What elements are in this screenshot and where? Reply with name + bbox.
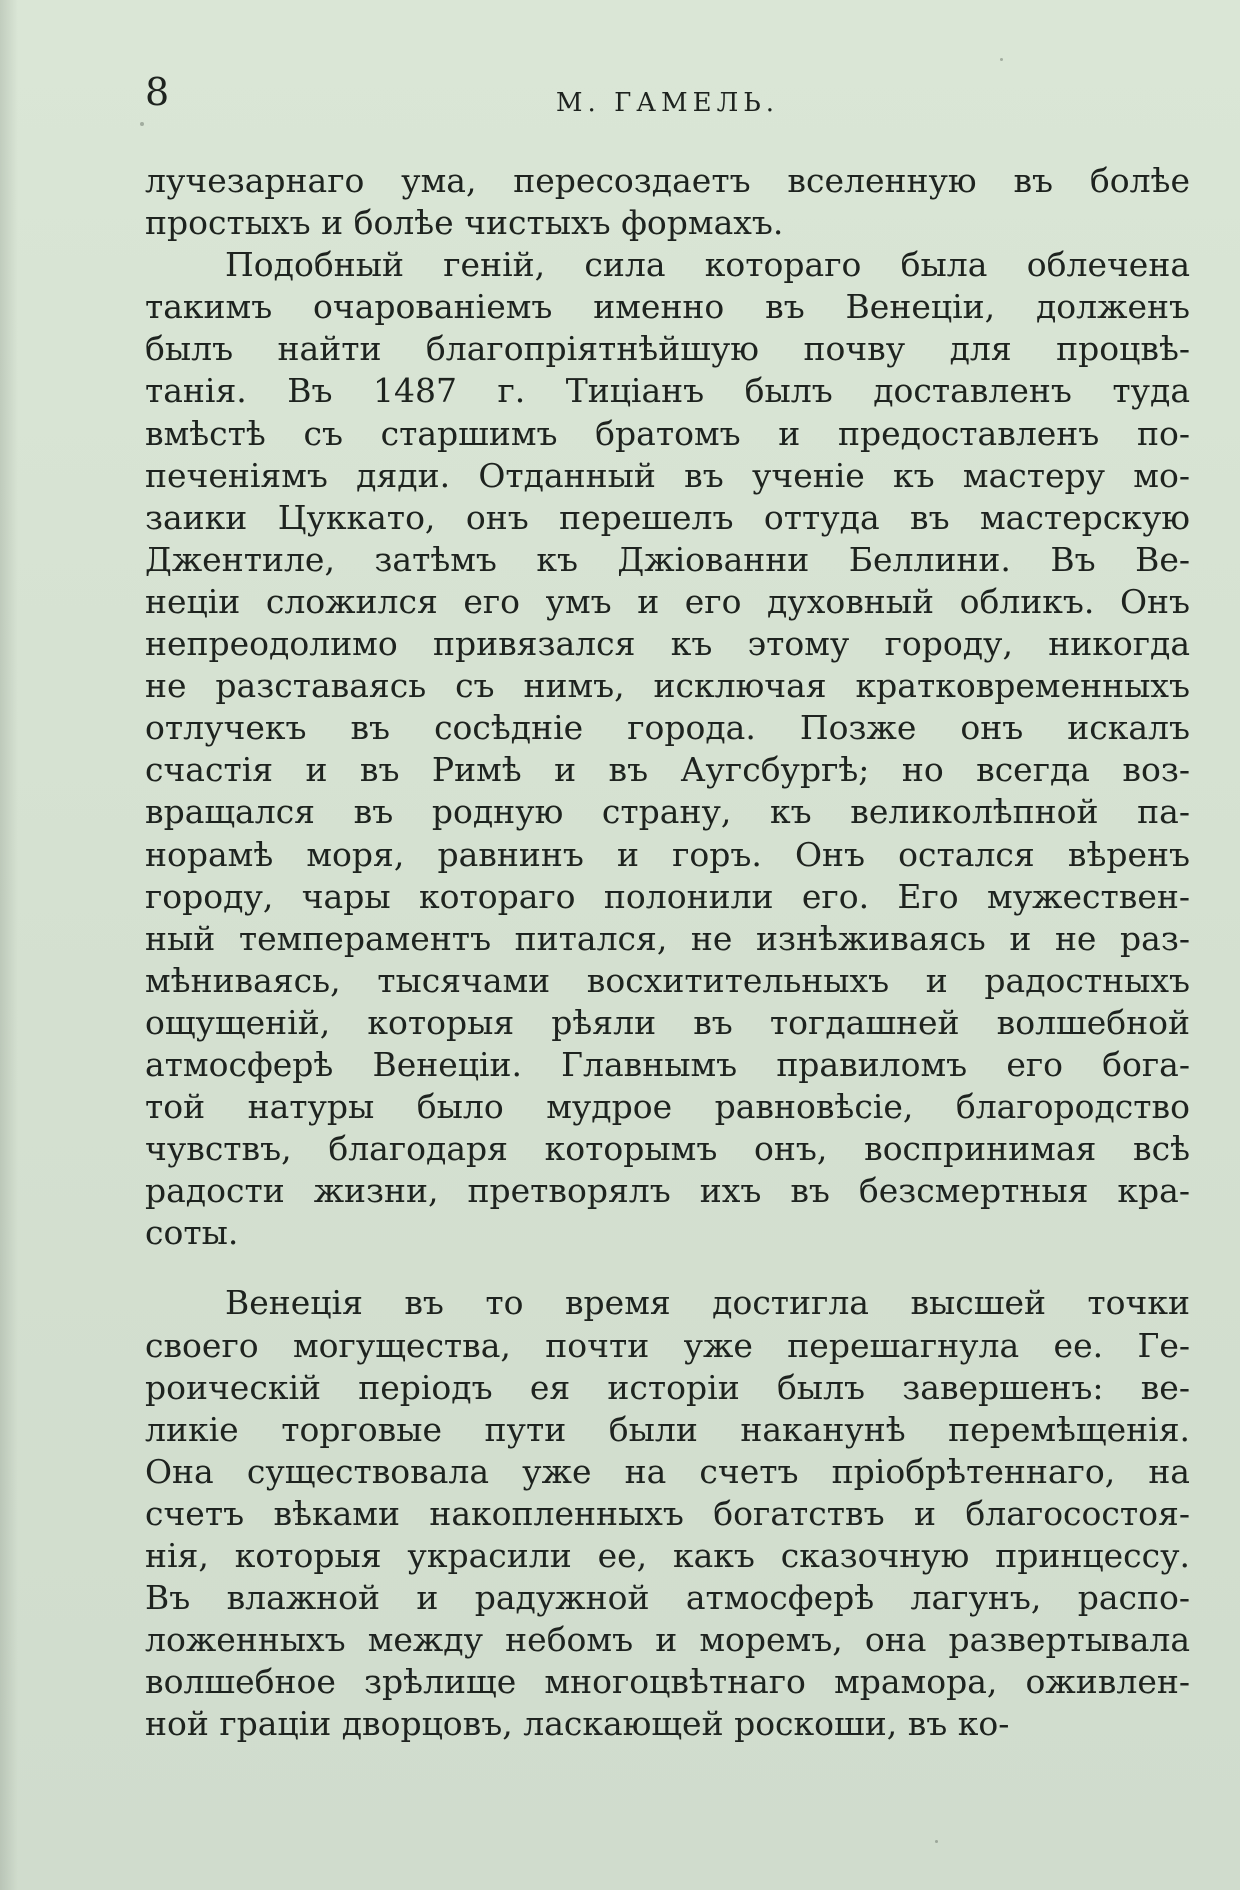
- text-line: роическій періодъ ея исторіи былъ завершенъ: ве-: [145, 1367, 1190, 1407]
- page-header: [145, 70, 1190, 130]
- paragraph: [145, 160, 1190, 244]
- text-line: Джентиле, затѣмъ къ Джіованни Беллини. Въ Ве-: [145, 539, 1190, 579]
- text-line: Въ влажной и радужной атмосферѣ лагунъ, распо-: [145, 1578, 1190, 1618]
- text-line: городу, чары котораго полонили его. Его мужествен-: [145, 876, 1190, 916]
- text-line: атмосферѣ Венеціи. Главнымъ правиломъ его бога-: [145, 1044, 1190, 1084]
- text-line: счастія и въ Римѣ и въ Аугсбургѣ; но всегда воз-: [145, 750, 1190, 790]
- text-line: печеніямъ дяди. Отданный въ ученіе къ мастеру мо-: [145, 455, 1190, 495]
- text-line: нія, которыя украсили ее, какъ сказочную принцессу.: [145, 1536, 1190, 1575]
- text-line: ной граціи дворцовъ, ласкающей роскоши, въ ко-: [145, 1704, 1010, 1744]
- text-line: не разставаясь съ нимъ, исключая кратковременныхъ: [145, 666, 1190, 706]
- text-line: радости жизни, претворялъ ихъ въ безсмертныя кра-: [145, 1171, 1190, 1211]
- body-text: [145, 160, 1190, 1745]
- paper-spot: [1000, 58, 1003, 61]
- text-line: Венеція въ то время достигла высшей точки: [225, 1283, 1190, 1323]
- text-line: счетъ вѣками накопленныхъ богатствъ и благосостоя-: [145, 1493, 1190, 1533]
- text-line: отлучекъ въ сосѣдніе города. Позже онъ искалъ: [145, 708, 1190, 748]
- text-line: лучезарнаго ума, пересоздаетъ вселенную въ болѣе: [145, 161, 1190, 200]
- page-gutter-shadow: [0, 0, 18, 1890]
- text-line: ный темпераментъ питался, не изнѣживаясь и не раз-: [145, 918, 1190, 958]
- running-title: М. ГАМЕЛЬ.: [555, 88, 780, 118]
- paper-spot: [935, 1840, 938, 1843]
- paragraph-gap: [145, 1254, 1190, 1282]
- text-line: чувствъ, благодаря которымъ онъ, воспринимая всѣ: [145, 1129, 1190, 1169]
- text-line: Она существовала уже на счетъ пріобрѣтеннаго, на: [145, 1451, 1190, 1491]
- text-line: своего могущества, почти уже перешагнула ее. Ге-: [145, 1325, 1190, 1365]
- text-line: вмѣстѣ съ старшимъ братомъ и предоставленъ по-: [145, 413, 1190, 453]
- text-line: ощущеній, которыя рѣяли въ тогдашней волшебной: [145, 1002, 1190, 1042]
- text-line: простыхъ и болѣе чистыхъ формахъ.: [145, 203, 784, 243]
- text-line: вращался въ родную страну, къ великолѣпной па-: [145, 792, 1190, 832]
- text-line: волшебное зрѣлище многоцвѣтнаго мрамора, оживлен-: [145, 1662, 1190, 1702]
- text-line: той натуры было мудрое равновѣсіе, благородство: [145, 1087, 1190, 1127]
- text-line: норамѣ моря, равнинъ и горъ. Онъ остался вѣренъ: [145, 834, 1190, 874]
- text-line: былъ найти благопріятнѣйшую почву для процвѣ-: [145, 329, 1190, 369]
- text-line: ложенныхъ между небомъ и моремъ, она развертывала: [145, 1620, 1190, 1660]
- text-line: соты.: [145, 1213, 239, 1253]
- text-line: неціи сложился его умъ и его духовный обликъ. Онъ: [145, 581, 1190, 621]
- text-line: заики Цуккато, онъ перешелъ оттуда въ мастерскую: [145, 497, 1190, 537]
- paragraph: [145, 1282, 1190, 1745]
- text-line: ликіе торговые пути были наканунѣ перемѣщенія.: [145, 1409, 1190, 1449]
- text-line: танія. Въ 1487 г. Тиціанъ былъ доставленъ туда: [145, 371, 1190, 411]
- page-number: 8: [145, 70, 170, 114]
- text-line: Подобный геній, сила котораго была облечена: [225, 245, 1190, 285]
- paragraph: [145, 244, 1190, 1254]
- text-line: такимъ очарованіемъ именно въ Венеціи, долженъ: [145, 287, 1190, 327]
- text-line: непреодолимо привязался къ этому городу, никогда: [145, 624, 1190, 664]
- text-line: мѣниваясь, тысячами восхитительныхъ и радостныхъ: [145, 960, 1190, 1000]
- paper-spot: [140, 122, 144, 126]
